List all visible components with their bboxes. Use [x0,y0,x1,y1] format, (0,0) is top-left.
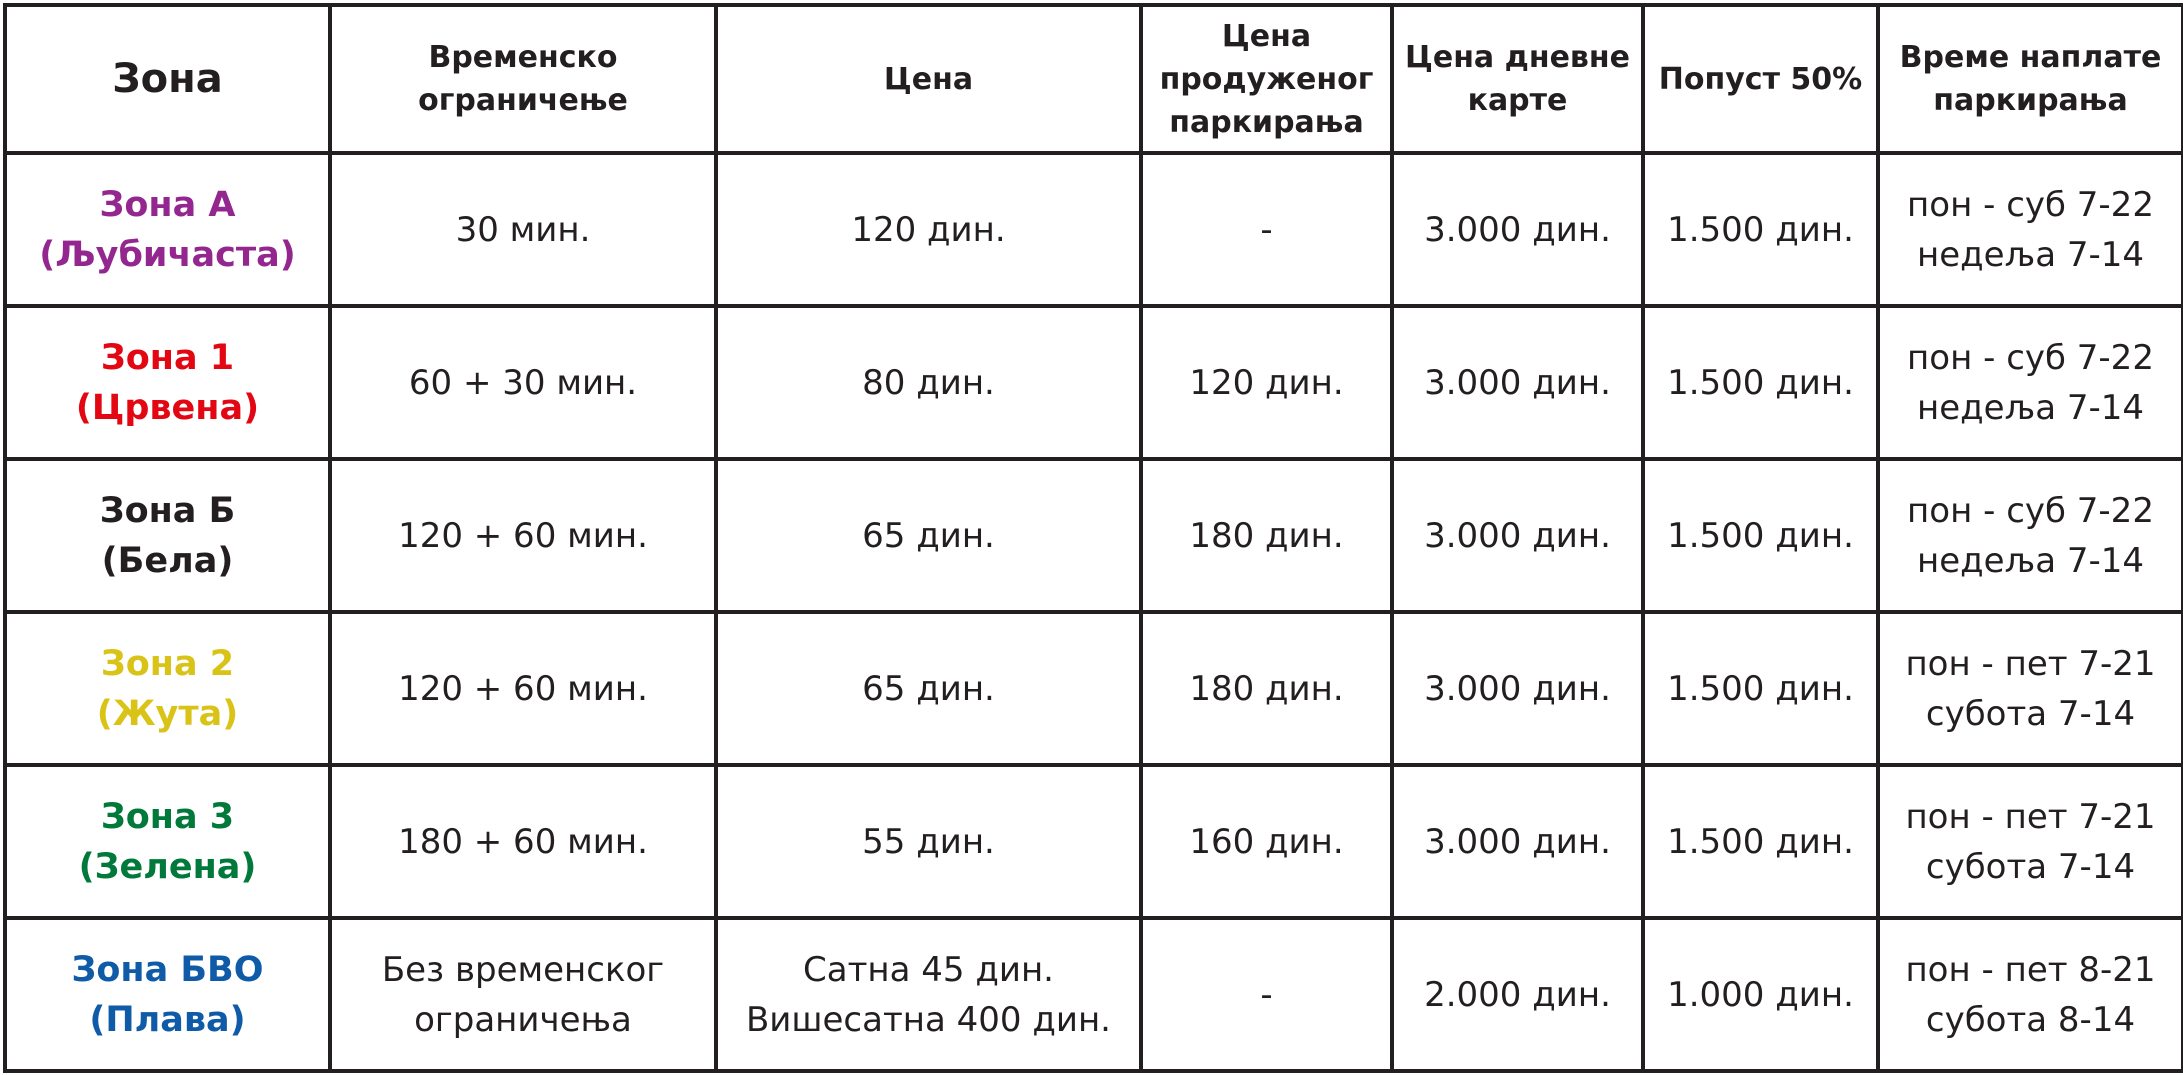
hours-line: субота 7-14 [1925,846,2136,887]
day-ticket-cell: 3.000 дин. [1392,612,1643,765]
header-time-limit-line: ограничење [418,83,628,118]
price-line: 120 дин. [851,209,1006,250]
header-price: Цена [716,5,1141,153]
header-time-limit-line: Временско [428,40,618,75]
discount-cell: 1.000 дин. [1643,918,1878,1071]
hours-line: субота 7-14 [1925,693,2136,734]
header-time-limit [330,5,716,153]
extended-price-cell: - [1141,918,1392,1071]
header-hours [1878,5,2183,153]
hours-line: недеља 7-14 [1916,387,2145,428]
day-ticket-cell: 3.000 дин. [1392,153,1643,306]
price-cell [716,306,1141,459]
time-limit-cell [330,153,716,306]
time-limit-line: 120 + 60 мин. [398,668,648,709]
table-body [5,153,2183,1071]
price-cell [716,918,1141,1071]
price-line: Сатна 45 дин. [803,949,1054,990]
price-line: 80 дин. [862,362,995,403]
day-ticket-cell: 2.000 дин. [1392,918,1643,1071]
extended-price-cell: 160 дин. [1141,765,1392,918]
zone-color-label: (Зелена) [78,846,257,887]
zone-name: Зона 3 [100,796,235,837]
time-limit-cell [330,918,716,1071]
extended-price-cell: - [1141,153,1392,306]
header-hours-line: паркирања [1933,83,2128,118]
table-row [5,765,2183,918]
zone-name: Зона 2 [100,643,235,684]
table-row [5,153,2183,306]
time-limit-line: 60 + 30 мин. [408,362,638,403]
discount-cell: 1.500 дин. [1643,153,1878,306]
hours-line: недеља 7-14 [1916,234,2145,275]
day-ticket-cell: 3.000 дин. [1392,459,1643,612]
table-row [5,612,2183,765]
zone-name: Зона БВО [71,949,264,990]
header-extended-price-line: Цена [1221,18,1312,54]
extended-price-cell: 180 дин. [1141,612,1392,765]
time-limit-cell [330,459,716,612]
hours-line: недеља 7-14 [1916,540,2145,581]
table-row [5,459,2183,612]
hours-cell [1878,918,2183,1071]
hours-cell [1878,459,2183,612]
extended-price-cell: 120 дин. [1141,306,1392,459]
hours-line: пон - суб 7-22 [1907,337,2154,378]
extended-price-cell: 180 дин. [1141,459,1392,612]
discount-cell: 1.500 дин. [1643,306,1878,459]
header-zone: Зона [5,5,330,153]
zone-color-label: (Црвена) [75,387,260,428]
price-cell [716,612,1141,765]
time-limit-line: 30 мин. [455,209,591,250]
table-row [5,306,2183,459]
header-day-ticket-line: Цена дневне [1405,40,1630,75]
zone-color-label: (Плава) [89,999,246,1040]
zone-name: Зона 1 [100,337,235,378]
price-line: 65 дин. [862,515,995,556]
time-limit-cell [330,765,716,918]
zone-cell [5,153,330,306]
discount-cell: 1.500 дин. [1643,612,1878,765]
hours-cell [1878,612,2183,765]
hours-cell [1878,765,2183,918]
header-day-ticket-line: карте [1467,83,1568,118]
header-extended-price-line: паркирања [1169,104,1364,140]
header-day-ticket [1392,5,1643,153]
zone-cell [5,612,330,765]
discount-cell: 1.500 дин. [1643,459,1878,612]
zone-color-label: (Љубичаста) [39,234,296,275]
time-limit-line: Без временског [381,949,665,990]
hours-line: пон - пет 7-21 [1905,796,2156,837]
zone-color-label: (Бела) [101,540,234,581]
hours-line: пон - суб 7-22 [1907,490,2154,531]
zone-cell [5,459,330,612]
header-extended-price [1141,5,1392,153]
time-limit-line: 180 + 60 мин. [398,821,648,862]
header-extended-price-line: продуженог [1159,61,1374,97]
hours-cell [1878,153,2183,306]
price-line: Вишесатна 400 дин. [745,999,1111,1040]
time-limit-cell [330,306,716,459]
zone-cell [5,306,330,459]
day-ticket-cell: 3.000 дин. [1392,765,1643,918]
table-row [5,918,2183,1071]
hours-line: субота 8-14 [1925,999,2136,1040]
price-line: 55 дин. [862,821,995,862]
hours-cell [1878,306,2183,459]
time-limit-cell [330,612,716,765]
price-cell [716,153,1141,306]
header-row [5,5,2183,153]
zone-cell [5,918,330,1071]
time-limit-line: 120 + 60 мин. [398,515,648,556]
header-discount: Попуст 50% [1643,5,1878,153]
discount-cell: 1.500 дин. [1643,765,1878,918]
zone-color-label: (Жута) [96,693,239,734]
hours-line: пон - суб 7-22 [1907,184,2154,225]
zone-cell [5,765,330,918]
price-line: 65 дин. [862,668,995,709]
parking-price-table [3,3,2183,1073]
price-cell [716,459,1141,612]
header-hours-line: Време наплате [1899,40,2162,75]
zone-name: Зона А [99,184,236,225]
hours-line: пон - пет 8-21 [1905,949,2156,990]
day-ticket-cell: 3.000 дин. [1392,306,1643,459]
price-cell [716,765,1141,918]
time-limit-line: ограничења [414,999,632,1040]
zone-name: Зона Б [99,490,236,531]
hours-line: пон - пет 7-21 [1905,643,2156,684]
